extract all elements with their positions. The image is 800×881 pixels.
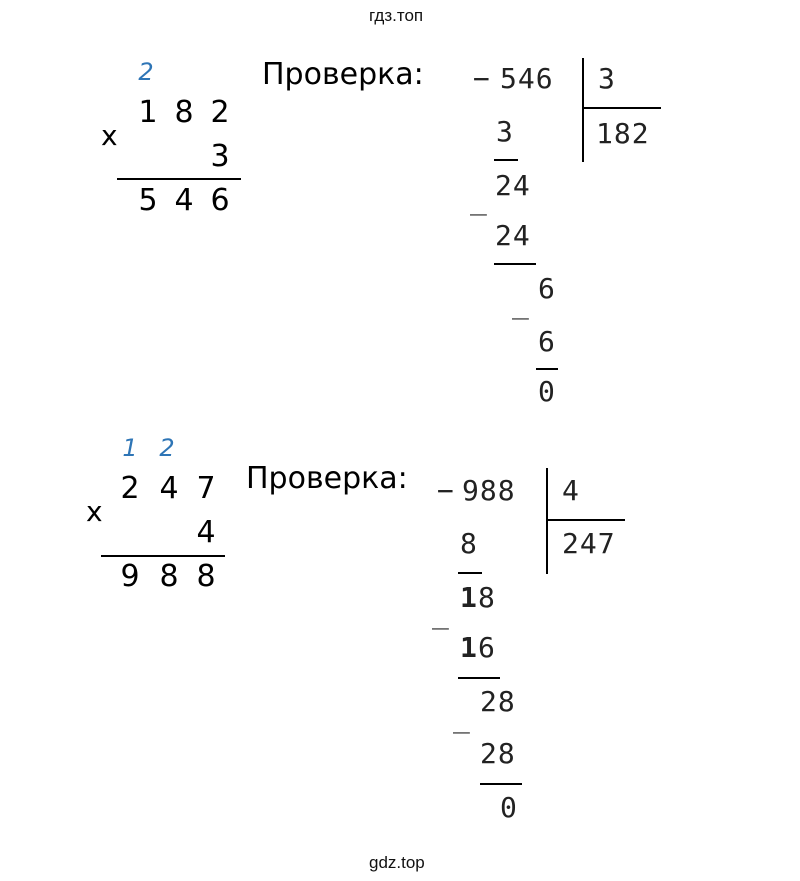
- factor-digit: 8: [174, 95, 194, 130]
- divisor: 3: [598, 62, 616, 95]
- product-digit: 9: [120, 559, 140, 594]
- division-step: 28: [480, 685, 516, 718]
- multiply-sign: x: [86, 495, 103, 528]
- watermark-top: гдз.топ: [369, 6, 424, 25]
- quotient-line: [547, 519, 625, 521]
- division-bracket: [582, 58, 584, 162]
- division-step: 28: [480, 737, 516, 770]
- division-step: 6: [538, 325, 556, 358]
- carry-digit: 1: [122, 434, 138, 462]
- division-step-bold: 1: [460, 581, 478, 614]
- minus-sign: _: [432, 597, 450, 630]
- dividend: 546: [500, 62, 554, 95]
- result-line: [117, 178, 241, 180]
- division-step: 8: [460, 527, 478, 560]
- multiply-sign: x: [101, 119, 118, 152]
- factor-digit: 3: [210, 139, 230, 174]
- product-digit: 8: [196, 559, 216, 594]
- quotient-line: [583, 107, 661, 109]
- minus-sign: _: [512, 287, 530, 320]
- product-digit: 6: [210, 183, 230, 218]
- minus-sign: −: [473, 62, 491, 95]
- division-step: 3: [496, 115, 514, 148]
- division-step: 6: [478, 631, 496, 664]
- factor-digit: 4: [196, 515, 216, 550]
- remainder: 0: [538, 375, 556, 408]
- factor-digit: 7: [196, 471, 216, 506]
- division-bracket: [546, 468, 548, 574]
- minus-sign: _: [470, 183, 488, 216]
- quotient: 182: [596, 117, 650, 150]
- minus-sign: _: [453, 701, 471, 734]
- factor-digit: 2: [210, 95, 230, 130]
- step-line: [458, 572, 482, 574]
- step-line: [494, 263, 536, 265]
- product-digit: 4: [174, 183, 194, 218]
- watermark-bottom: gdz.top: [369, 853, 425, 872]
- product-digit: 5: [138, 183, 158, 218]
- check-label: Проверка:: [246, 461, 408, 496]
- factor-digit: 2: [120, 471, 140, 506]
- dividend: 988: [462, 474, 516, 507]
- carry-digit: 2: [159, 434, 175, 462]
- product-digit: 8: [159, 559, 179, 594]
- factor-digit: 4: [159, 471, 179, 506]
- carry-digit: 2: [138, 58, 154, 86]
- divisor: 4: [562, 474, 580, 507]
- division-step: 24: [495, 169, 531, 202]
- step-line: [458, 677, 500, 679]
- remainder: 0: [500, 791, 518, 824]
- minus-sign: −: [437, 474, 455, 507]
- division-step: 6: [538, 272, 556, 305]
- step-line: [536, 368, 558, 370]
- division-step: 24: [495, 219, 531, 252]
- factor-digit: 1: [138, 95, 158, 130]
- step-line: [480, 783, 522, 785]
- division-step: 8: [478, 581, 496, 614]
- division-step-bold: 1: [460, 631, 478, 664]
- step-line: [494, 159, 518, 161]
- result-line: [101, 555, 225, 557]
- check-label: Проверка:: [262, 57, 424, 92]
- quotient: 247: [562, 527, 616, 560]
